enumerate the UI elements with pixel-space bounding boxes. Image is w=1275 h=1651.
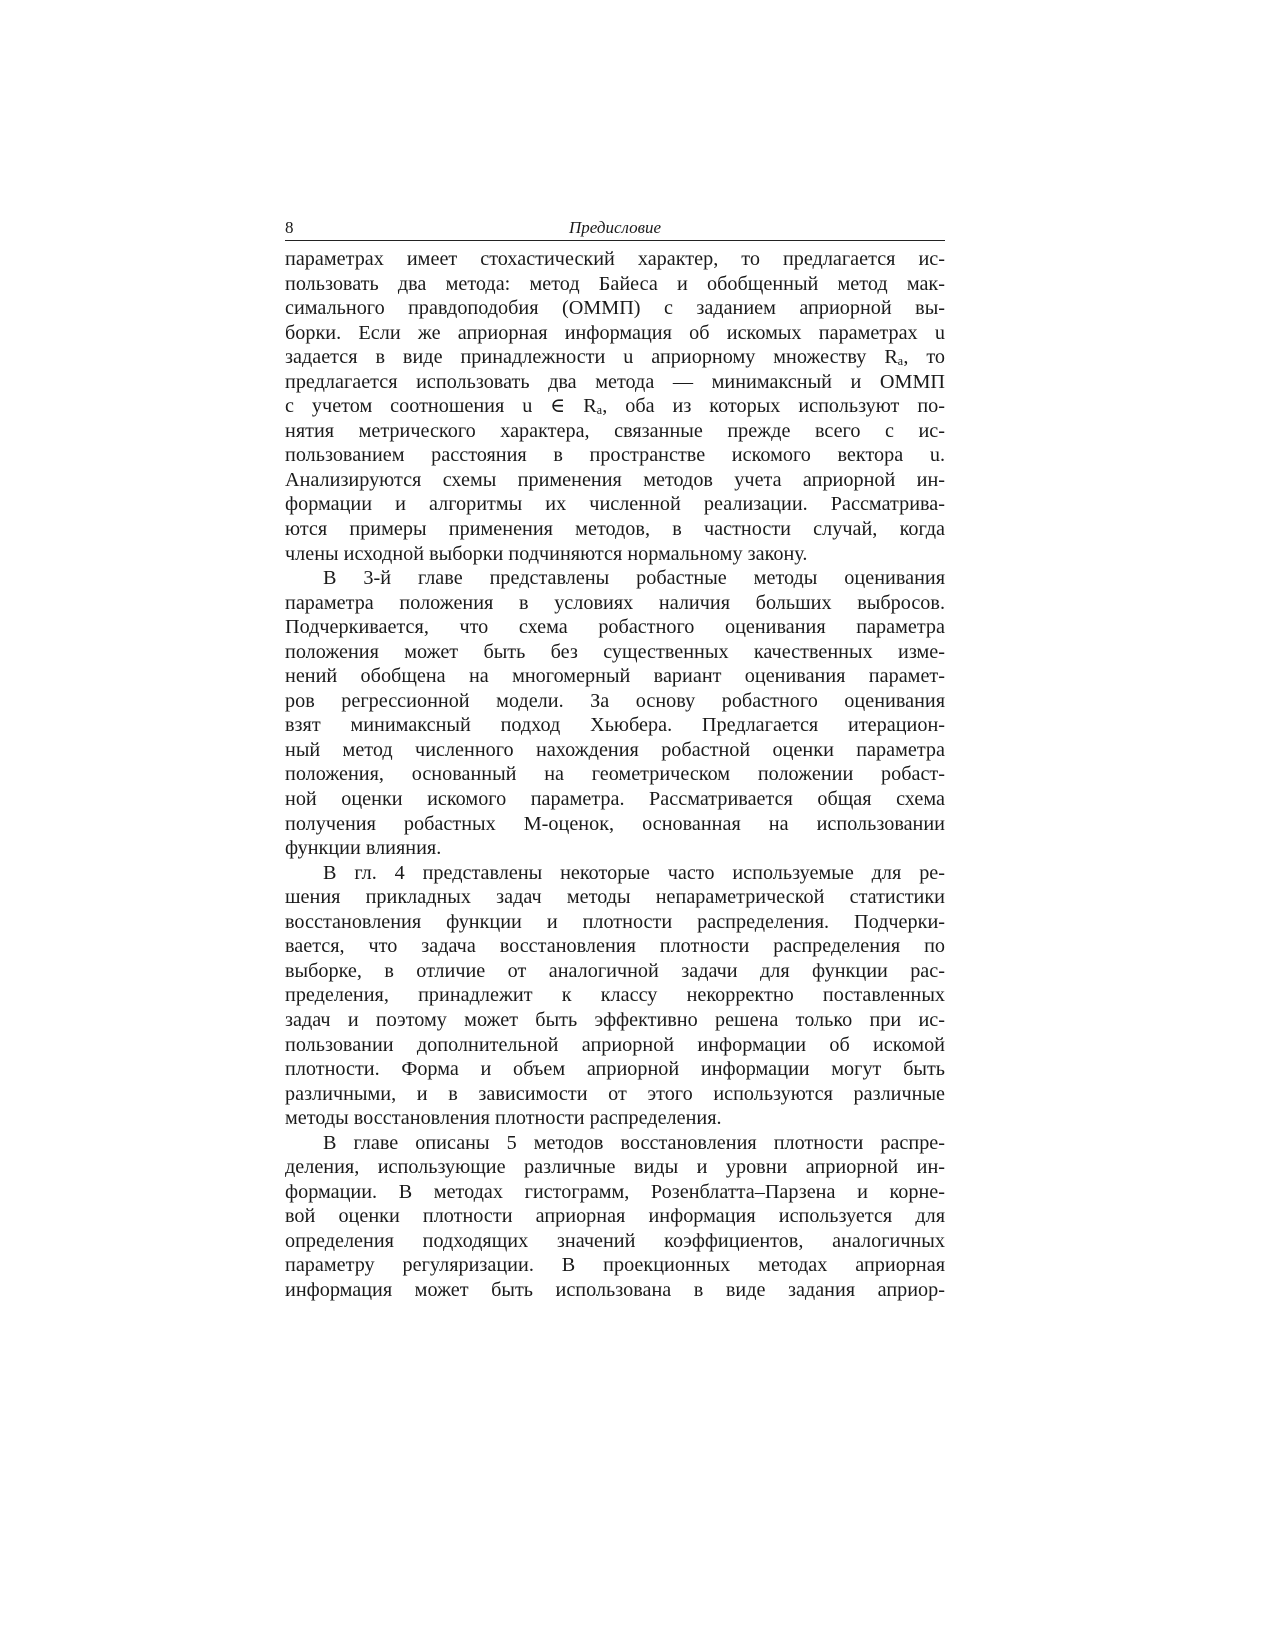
- text-line: предлагается использовать два метода — минимаксный и ОММП: [285, 370, 945, 393]
- text-line: восстановления функции и плотности распределения. Подчерки-: [285, 910, 945, 933]
- text-line: взят минимаксный подход Хьюбера. Предлагается итерацион-: [285, 714, 945, 737]
- text-line: В главе описаны 5 методов восстановления плотности распре-: [323, 1131, 945, 1154]
- text-line: В 3-й главе представлены робастные методы оценивания: [323, 567, 945, 590]
- text-line: члены исходной выборки подчиняются нормальному закону.: [285, 542, 808, 565]
- text-line: нятия метрического характера, связанные прежде всего с ис-: [285, 419, 945, 442]
- text-line: симального правдоподобия (ОММП) с заданием априорной вы-: [285, 297, 945, 320]
- text-line: плотности. Форма и объем априорной информации могут быть: [285, 1058, 945, 1081]
- text-line: нений обобщена на многомерный вариант оценивания парамет-: [285, 665, 945, 688]
- text-line: задается в виде принадлежности u априорному множеству Rₐ, то: [285, 346, 945, 369]
- page-number: 8: [285, 218, 294, 237]
- text-line: Анализируются схемы применения методов учета априорной ин-: [285, 468, 945, 491]
- text-line: положения может быть без существенных качественных изме-: [285, 640, 945, 663]
- text-line: функции влияния.: [285, 837, 442, 860]
- text-line: формации. В методах гистограмм, Розенблатта–Парзена и корне-: [285, 1180, 945, 1203]
- text-line: ров регрессионной модели. За основу робастного оценивания: [285, 689, 945, 712]
- text-line: ной оценки искомого параметра. Рассматривается общая схема: [285, 788, 945, 811]
- text-line: пределения, принадлежит к классу некорректно поставленных: [285, 984, 945, 1007]
- text-line: пользованием расстояния в пространстве искомого вектора u.: [285, 444, 945, 467]
- text-line: получения робастных M-оценок, основанная на использовании: [285, 812, 945, 835]
- text-line: ются примеры применения методов, в частности случай, когда: [285, 518, 945, 541]
- text-line: борки. Если же априорная информация об искомых параметрах u: [285, 321, 945, 344]
- text-line: вой оценки плотности априорная информация используется для: [285, 1205, 945, 1228]
- text-line: методы восстановления плотности распределения.: [285, 1107, 722, 1130]
- text-line: выборке, в отличие от аналогичной задачи для функции рас-: [285, 959, 945, 982]
- text-line: различными, и в зависимости от этого используются различные: [285, 1082, 945, 1105]
- running-title: Предисловие: [568, 218, 662, 237]
- text-line: пользовании дополнительной априорной информации об искомой: [285, 1033, 945, 1056]
- text-line: определения подходящих значений коэффициентов, аналогичных: [285, 1229, 945, 1252]
- running-head: [285, 214, 945, 241]
- text-line: с учетом соотношения u ∈ Rₐ, оба из которых используют по-: [285, 395, 945, 418]
- text-line: В гл. 4 представлены некоторые часто используемые для ре-: [323, 861, 945, 884]
- book-page: [285, 214, 945, 1303]
- text-line: вается, что задача восстановления плотности распределения по: [285, 935, 945, 958]
- text-line: формации и алгоритмы их численной реализации. Рассматрива-: [285, 493, 945, 516]
- text-line: пользовать два метода: метод Байеса и обобщенный метод мак-: [285, 272, 945, 295]
- body-text: [285, 247, 945, 1303]
- text-line: параметру регуляризации. В проекционных методах априорная: [285, 1254, 945, 1277]
- text-line: ный метод численного нахождения робастной оценки параметра: [285, 738, 945, 761]
- text-line: параметра положения в условиях наличия больших выбросов.: [285, 591, 945, 614]
- text-line: Подчеркивается, что схема робастного оценивания параметра: [285, 616, 945, 639]
- text-line: информация может быть использована в виде задания априор-: [285, 1278, 945, 1301]
- text-line: деления, использующие различные виды и уровни априорной ин-: [285, 1156, 945, 1179]
- text-line: задач и поэтому может быть эффективно решена только при ис-: [285, 1008, 945, 1031]
- text-line: параметрах имеет стохастический характер, то предлагается ис-: [285, 248, 945, 270]
- text-line: положения, основанный на геометрическом положении робаст-: [285, 763, 945, 786]
- text-line: шения прикладных задач методы непараметрической статистики: [285, 886, 945, 909]
